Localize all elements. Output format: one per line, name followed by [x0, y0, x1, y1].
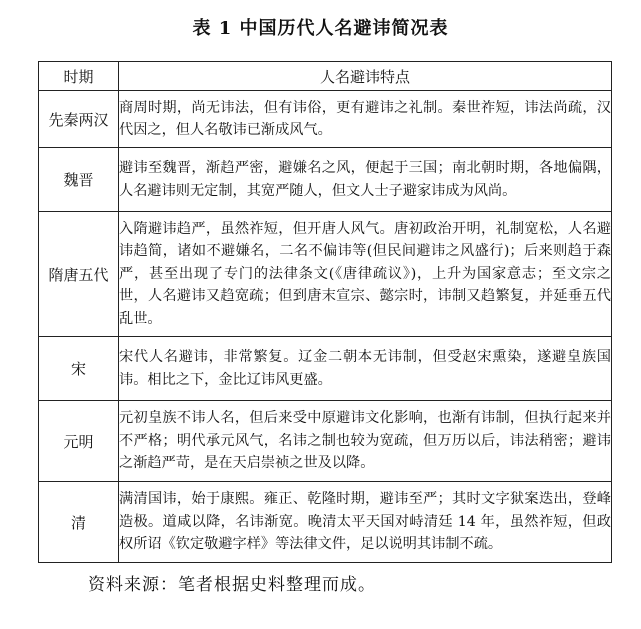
avoidance-table: [38, 61, 612, 563]
period-cell: 魏晋: [39, 148, 119, 212]
description-cell: 避讳至魏晋，渐趋严密，避嫌名之风，便起于三国；南北朝时期，各地偏隅，人名避讳则无定制，其宽严随人，但文人士子避家讳成为风尚。: [119, 148, 612, 212]
table-row: [39, 91, 612, 148]
table-row: [39, 337, 612, 401]
description-cell: 商周时期，尚无讳法，但有讳俗，更有避讳之礼制。秦世祚短，讳法尚疏，汉代因之，但人名敬讳已渐成风气。: [119, 91, 612, 148]
header-features: 人名避讳特点: [119, 62, 612, 91]
table-title: 表 1 中国历代人名避讳简况表: [192, 18, 449, 39]
period-cell: 元明: [39, 401, 119, 482]
description-cell: 入隋避讳趋严，虽然祚短，但开唐人风气。唐初政治开明，礼制宽松，人名避讳趋简，诸如不避嫌名，二名不偏讳等(但民间避讳之风盛行)；后来则趋于森严，甚至出现了专门的法律条文(《唐律疏议》)，上升为国家意志；至文宗之世，人名避讳又趋宽疏；但到唐末宣宗、懿宗时，讳制又趋繁复，并延垂五代乱世。: [119, 212, 612, 337]
header-period: 时期: [39, 62, 119, 91]
description-cell: 满清国讳，始于康熙。雍正、乾隆时期，避讳至严；其时文字狱案迭出，登峰造极。道咸以降，名讳渐宽。晚清太平天国对峙清廷 14 年，虽然祚短，但政权所诏《钦定敬避字样》等法律文件，足以说明其讳制不疏。: [119, 482, 612, 563]
table-row: [39, 212, 612, 337]
source-note: 资料来源：笔者根据史料整理而成。: [88, 575, 376, 595]
table-row: [39, 148, 612, 212]
period-cell: 清: [39, 482, 119, 563]
table-row: [39, 401, 612, 482]
description-cell: 宋代人名避讳，非常繁复。辽金二朝本无讳制，但受赵宋熏染，遂避皇族国讳。相比之下，金比辽讳风更盛。: [119, 337, 612, 401]
period-cell: 宋: [39, 337, 119, 401]
description-cell: 元初皇族不讳人名，但后来受中原避讳文化影响，也渐有讳制，但执行起来并不严格；明代承元风气，名讳之制也较为宽疏，但万历以后，讳法稍密；避讳之渐趋严苛，是在天启崇祯之世及以降。: [119, 401, 612, 482]
period-cell: 隋唐五代: [39, 212, 119, 337]
period-cell: 先秦两汉: [39, 91, 119, 148]
table-header-row: [39, 62, 612, 91]
table-row: [39, 482, 612, 563]
